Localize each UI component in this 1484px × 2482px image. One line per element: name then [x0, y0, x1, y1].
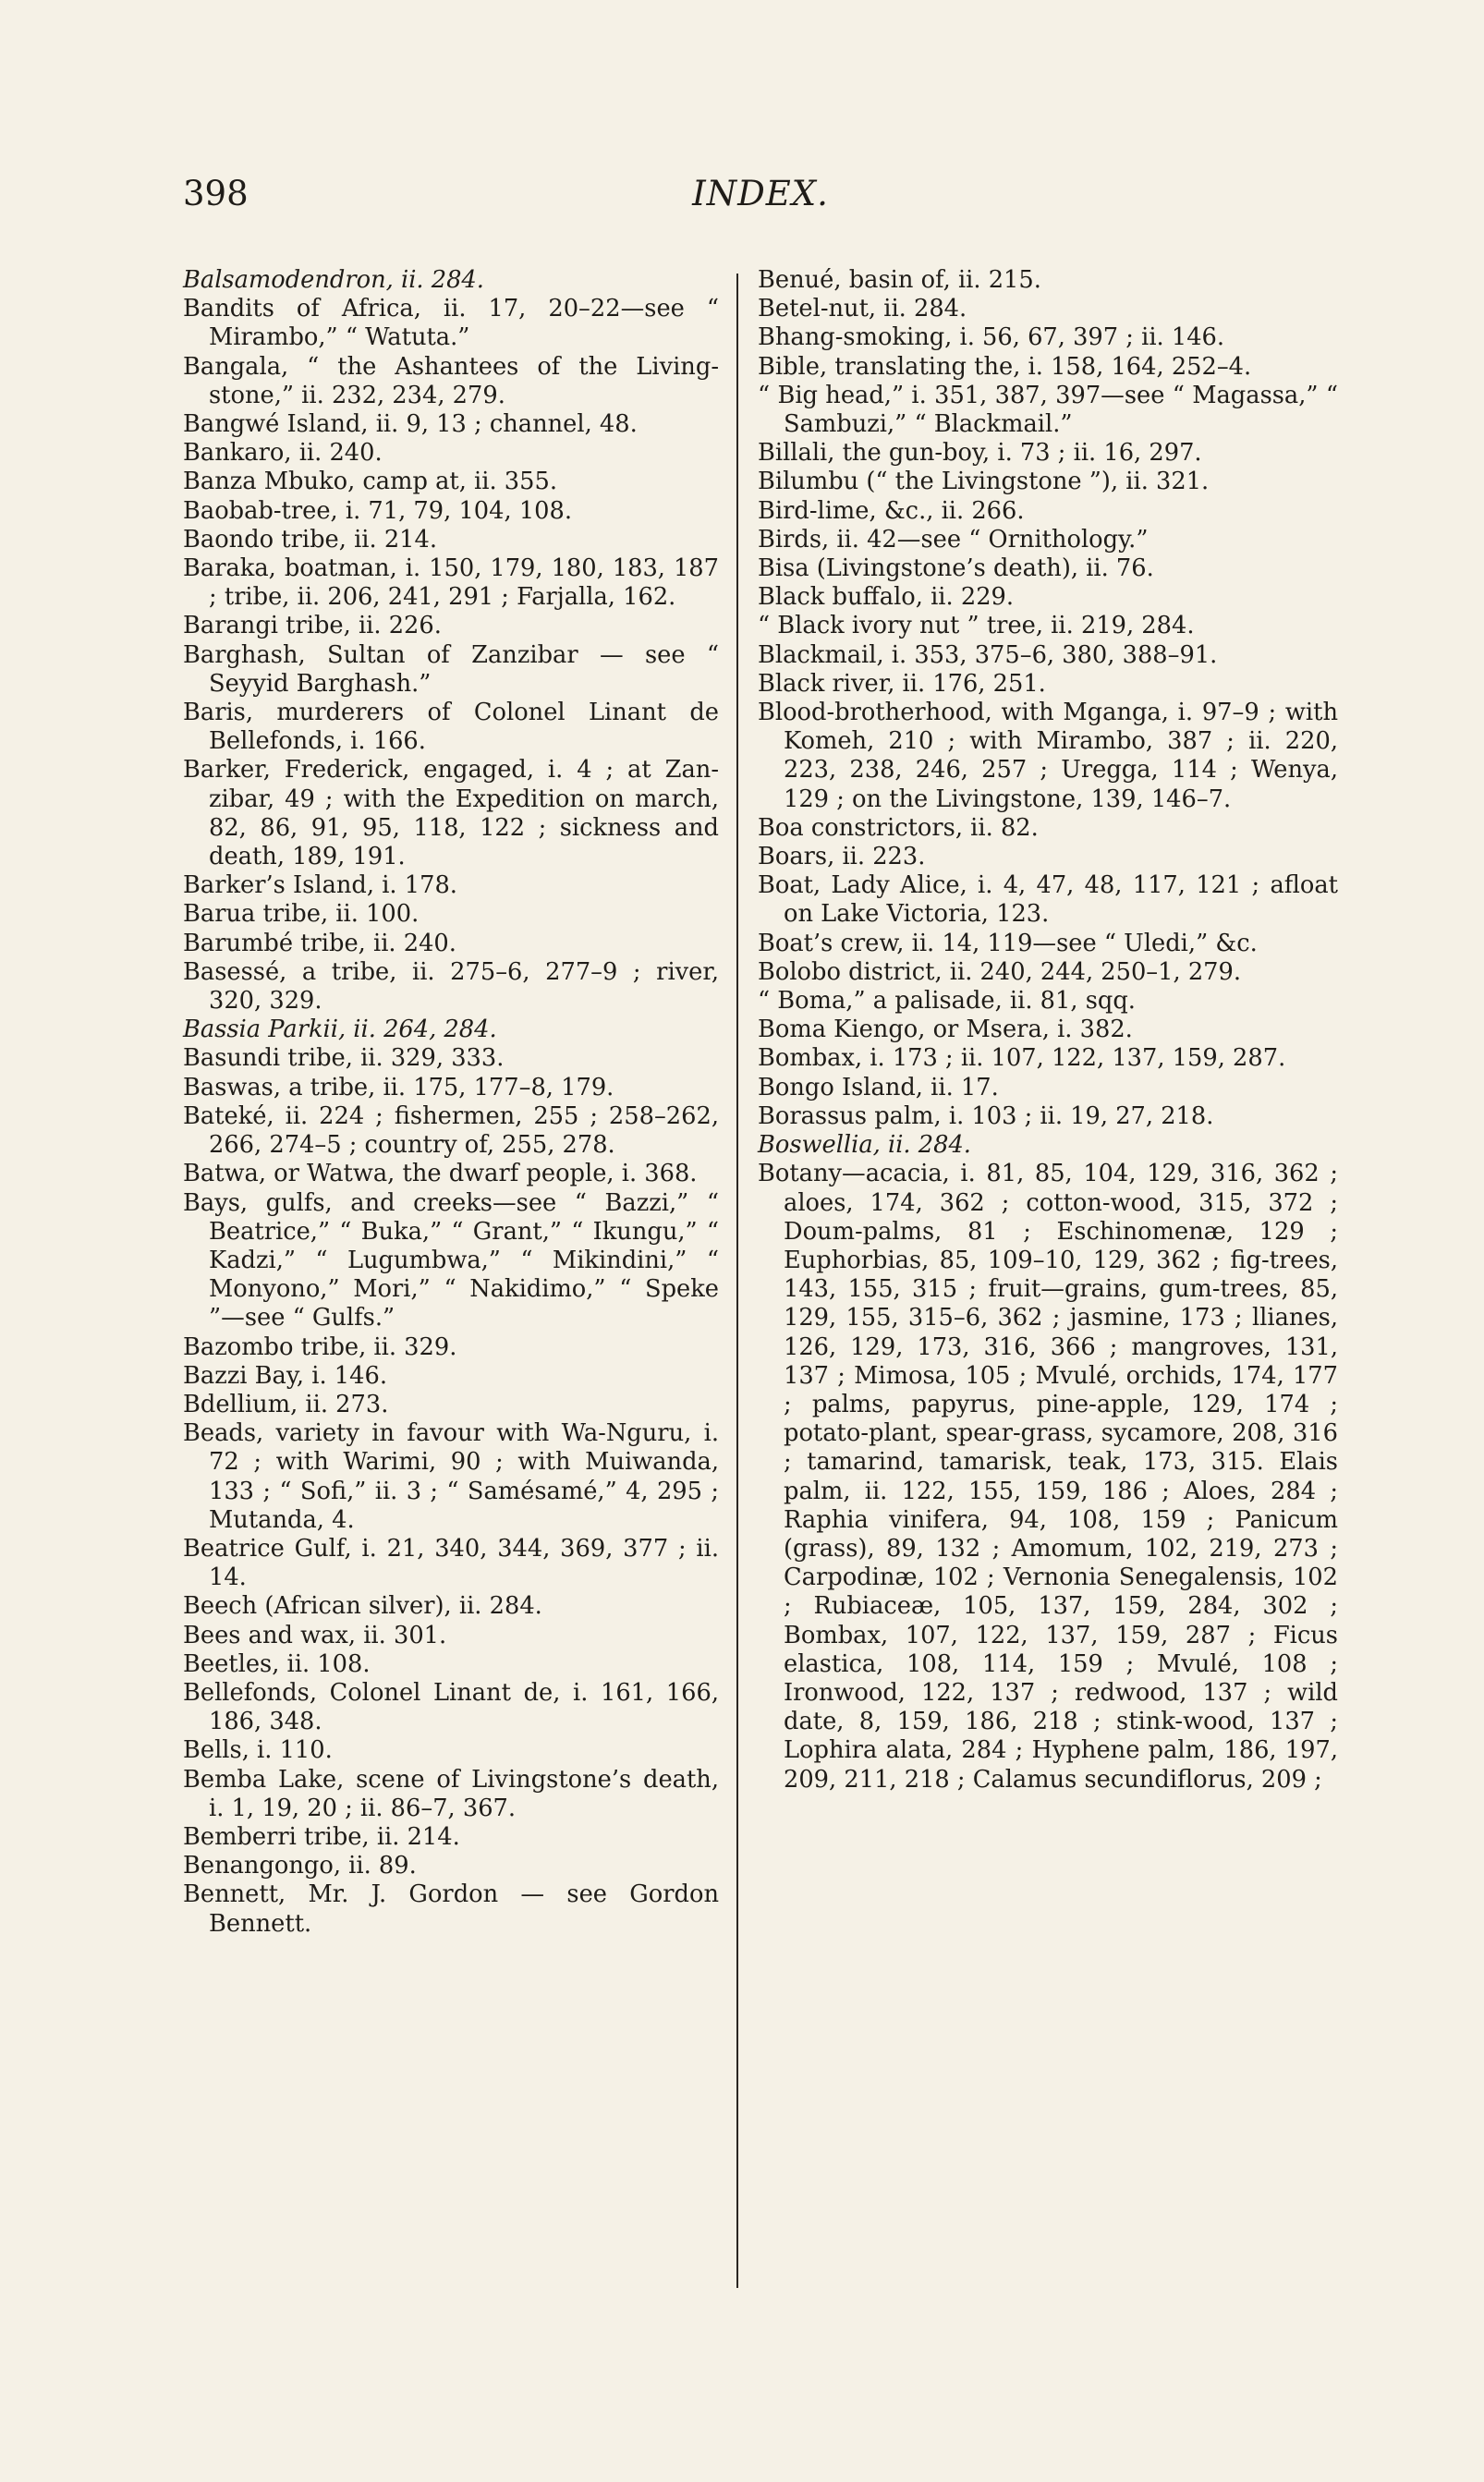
index-entry: Bassia Parkii, ii. 264, 284. — [183, 1016, 497, 1044]
index-entry: Basessé, a tribe, ii. 275–6, 277–9 ; river, 320, 329. — [183, 957, 719, 1016]
index-entry: Bangala, “ the Ashantees of the Livingstone,” ii. 232, 234, 279. — [183, 352, 719, 409]
index-entry: Boars, ii. 223. — [758, 843, 926, 871]
index-entry: Black buffalo, ii. 229. — [758, 583, 1015, 612]
index-entry: “ Big head,” i. 351, 387, 397—see “ Magassa,” “ Sambuzi,” “ Blackmail.” — [758, 381, 1338, 439]
index-entry: Bombax, i. 173 ; ii. 107, 122, 137, 159, 287. — [758, 1044, 1286, 1073]
index-entry: Baswas, a tribe, ii. 175, 177–8, 179. — [183, 1073, 614, 1101]
index-entry: Beatrice Gulf, i. 21, 340, 344, 369, 377 ; ii. 14. — [183, 1534, 719, 1592]
index-entry: Bells, i. 110. — [183, 1736, 333, 1765]
index-entry: Bees and wax, ii. 301. — [183, 1621, 447, 1649]
index-entry: Bongo Island, ii. 17. — [758, 1073, 999, 1101]
page-number: 398 — [183, 174, 249, 213]
index-entry: Beads, variety in favour with Wa-Nguru, i. 72 ; with Warimi, 90 ; with Muiwanda, 133 ; “ Sofi,” ii. 3 ; “ Samésamé,” 4, 295 ; Mutanda, 4. — [183, 1419, 719, 1534]
index-entry: Bandits of Africa, ii. 17, 20–22—see “ Mirambo,” “ Watuta.” — [183, 295, 719, 352]
index-entry: Barua tribe, ii. 100. — [183, 900, 420, 929]
index-entry: Billali, the gun-boy, i. 73 ; ii. 16, 297. — [758, 439, 1202, 468]
index-entry: Blackmail, i. 353, 375–6, 380, 388–91. — [758, 640, 1218, 669]
index-entry: Bays, gulfs, and creeks—see “ Bazzi,” “ Beatrice,” “ Buka,” “ Grant,” “ Ikungu,” “ Kadzi,” “ Lugumbwa,” “ Mikindini,” “ Monyono,” Mori,” “ Nakidimo,” “ Speke ”—see “ Gulfs.” — [183, 1188, 719, 1332]
index-entry: Boma Kiengo, or Msera, i. 382. — [758, 1016, 1133, 1044]
index-entry: Bilumbu (“ the Livingstone ”), ii. 321. — [758, 468, 1210, 496]
running-head: INDEX. — [692, 174, 829, 213]
index-entry: Bhang-smoking, i. 56, 67, 397 ; ii. 146. — [758, 323, 1225, 352]
index-entry: Barghash, Sultan of Zanzibar — see “ Seyyid Barghash.” — [183, 640, 719, 698]
index-entry: Benué, basin of, ii. 215. — [758, 266, 1041, 294]
index-entry: Barker, Frederick, engaged, i. 4 ; at Zanzibar, 49 ; with the Expedition on march, 82, 86, 91, 95, 118, 122 ; sickness and death, 189, 191. — [183, 756, 719, 871]
index-entry: Boat, Lady Alice, i. 4, 47, 48, 117, 121 ; afloat on Lake Victoria, 123. — [758, 871, 1338, 929]
index-entry: Bangwé Island, ii. 9, 13 ; channel, 48. — [183, 410, 638, 439]
index-entry: “ Boma,” a palisade, ii. 81, sqq. — [758, 987, 1136, 1016]
index-entry: Botany—acacia, i. 81, 85, 104, 129, 316, 362 ; aloes, 174, 362 ; cotton-wood, 315, 372 ; Doum-palms, 81 ; Eschinomenæ, 129 ; Euphorbias, 85, 109–10, 129, 362 ; fig-trees, 143, 155, 315 ; fruit—grains, gum-trees, 85, 129, 155, 315–6, 362 ; jasmine, 173 ; llianes, 126, 129, 173, 316, 366 ; mangroves, 131, 137 ; Mimosa, 105 ; Mvulé, orchids, 174, 177 ; palms, papyrus, pine-apple, 129, 174 ; potato-plant, spear-grass, sycamore, 208, 316 ; tamarind, tamarisk, teak, 173, 315. Elais palm, ii. 122, 155, 159, 186 ; Aloes, 284 ; Raphia vinifera, 94, 108, 159 ; Panicum (grass), 89, 132 ; Amomum, 102, 219, 273 ; Carpodinæ, 102 ; Vernonia Senegalensis, 102 ; Rubiaceæ, 105, 137, 159, 284, 302 ; Bombax, 107, 122, 137, 159, 287 ; Ficus elastica, 108, 114, 159 ; Mvulé, 108 ; Ironwood, 122, 137 ; redwood, 137 ; wild date, 8, 159, 186, 218 ; stink-wood, 137 ; Lophira alata, 284 ; Hyphene palm, 186, 197, 209, 211, 218 ; Calamus secundiflorus, 209 ; — [758, 1160, 1338, 1794]
index-entry: Barangi tribe, ii. 226. — [183, 612, 442, 640]
index-entry: Borassus palm, i. 103 ; ii. 19, 27, 218. — [758, 1101, 1214, 1130]
index-entry: Boswellia, ii. 284. — [758, 1131, 971, 1160]
index-entry: Birds, ii. 42—see “ Ornithology.” — [758, 525, 1149, 554]
index-entry: Black river, ii. 176, 251. — [758, 669, 1046, 698]
index-entry: Batwa, or Watwa, the dwarf people, i. 368. — [183, 1160, 698, 1188]
index-entry: Bazzi Bay, i. 146. — [183, 1361, 388, 1390]
index-entry: Bellefonds, Colonel Linant de, i. 161, 166, 186, 348. — [183, 1678, 719, 1736]
index-entry: Bemba Lake, scene of Livingstone’s death, i. 1, 19, 20 ; ii. 86–7, 367. — [183, 1765, 719, 1822]
index-entry: Baraka, boatman, i. 150, 179, 180, 183, 187 ; tribe, ii. 206, 241, 291 ; Farjalla, 162. — [183, 554, 719, 612]
index-entry: Bird-lime, &c., ii. 266. — [758, 496, 1025, 525]
index-entry: Bennett, Mr. J. Gordon — see Gordon Bennett. — [183, 1880, 719, 1938]
index-entry: Blood-brotherhood, with Mganga, i. 97–9 ; with Komeh, 210 ; with Mirambo, 387 ; ii. 220, 223, 238, 246, 257 ; Uregga, 114 ; Wenya, 129 ; on the Livingstone, 139, 146–7. — [758, 699, 1338, 813]
left-column — [183, 266, 719, 1939]
index-entry: Bateké, ii. 224 ; fishermen, 255 ; 258–262, 266, 274–5 ; country of, 255, 278. — [183, 1101, 719, 1160]
index-entry: Boa constrictors, ii. 82. — [758, 813, 1039, 842]
index-entry: Baobab-tree, i. 71, 79, 104, 108. — [183, 496, 573, 525]
index-entry: Betel-nut, ii. 284. — [758, 295, 967, 323]
index-entry: Bemberri tribe, ii. 214. — [183, 1822, 460, 1851]
page-header — [183, 174, 1338, 220]
index-entry: Barumbé tribe, ii. 240. — [183, 929, 456, 957]
index-entry: “ Black ivory nut ” tree, ii. 219, 284. — [758, 612, 1195, 640]
index-entry: Beetles, ii. 108. — [183, 1649, 371, 1678]
index-entry: Bazombo tribe, ii. 329. — [183, 1332, 457, 1361]
index-entry: Bible, translating the, i. 158, 164, 252–4. — [758, 352, 1252, 381]
index-entry: Bankaro, ii. 240. — [183, 439, 383, 468]
index-entry: Beech (African silver), ii. 284. — [183, 1592, 542, 1621]
index-entry: Baondo tribe, ii. 214. — [183, 525, 438, 554]
index-entry: Bisa (Livingstone’s death), ii. 76. — [758, 554, 1154, 583]
index-entry: Boat’s crew, ii. 14, 119—see “ Uledi,” &c. — [758, 929, 1258, 957]
index-entry: Bolobo district, ii. 240, 244, 250–1, 279. — [758, 957, 1242, 986]
right-column — [758, 266, 1338, 1795]
index-entry: Baris, murderers of Colonel Linant de Bellefonds, i. 166. — [183, 699, 719, 756]
index-entry: Basundi tribe, ii. 329, 333. — [183, 1044, 505, 1073]
index-entry: Banza Mbuko, camp at, ii. 355. — [183, 468, 557, 496]
index-entry: Bdellium, ii. 273. — [183, 1390, 389, 1418]
index-entry: Balsamodendron, ii. 284. — [183, 266, 484, 294]
column-divider — [736, 274, 738, 2288]
index-entry: Barker’s Island, i. 178. — [183, 871, 457, 900]
index-entry: Benangongo, ii. 89. — [183, 1852, 417, 1880]
